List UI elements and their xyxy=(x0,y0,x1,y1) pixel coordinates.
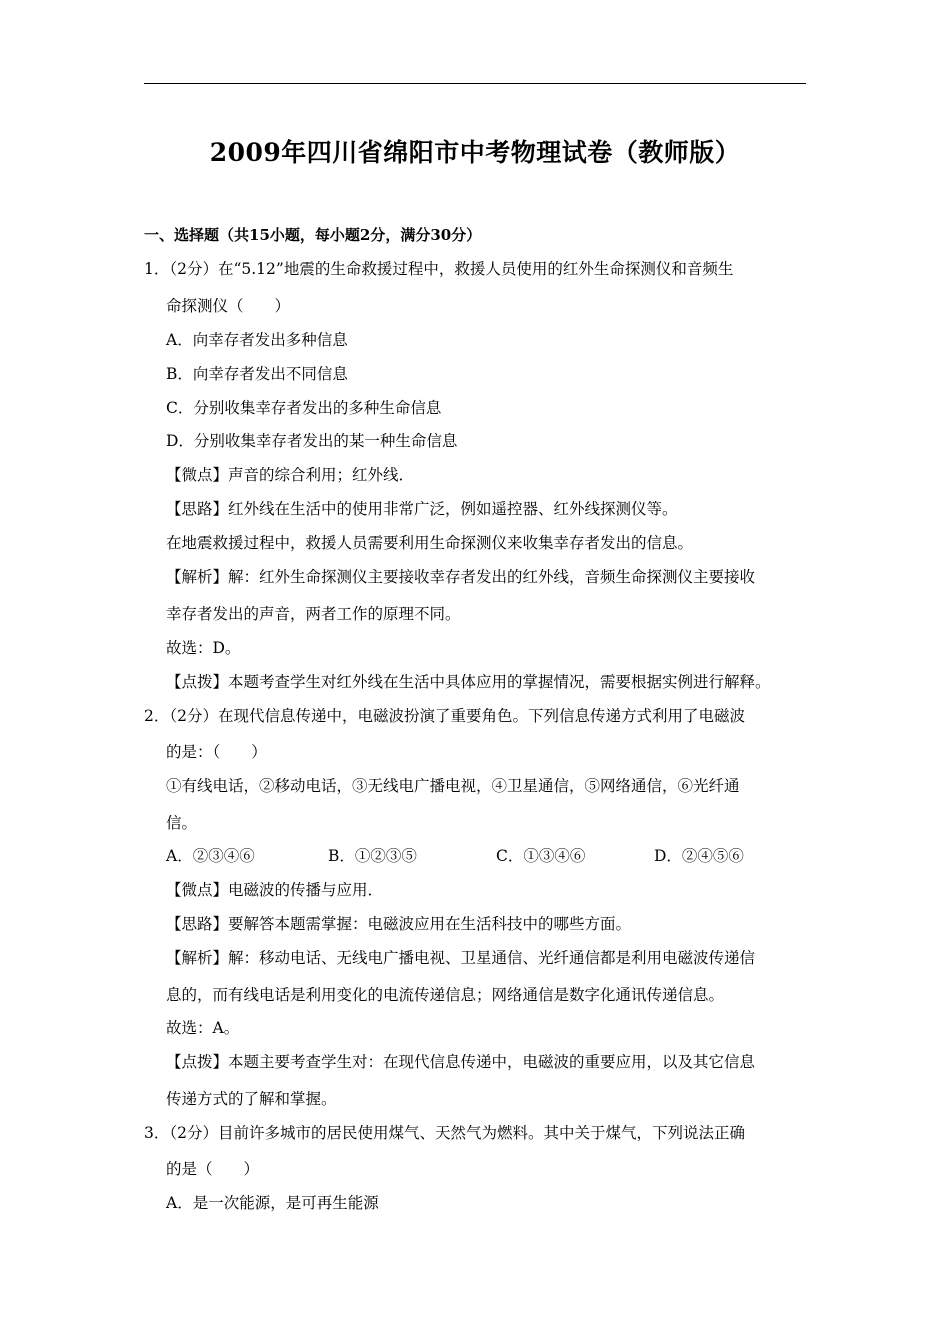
question-1-silu: 【思路】红外线在生活中的使用非常广泛，例如遥控器、红外线探测仪等。 xyxy=(166,500,678,518)
question-3-option-a: A．是一次能源，是可再生能源 xyxy=(166,1194,379,1212)
question-2-options xyxy=(166,846,806,866)
question-2-jiexi: 【解析】解：移动电话、无线电广播电视、卫星通信、光纤通信都是利用电磁波传递信 xyxy=(166,949,756,967)
question-3-stem-cont: 的是（ ） xyxy=(166,1160,260,1178)
question-1-jiexi: 【解析】解：红外生命探测仪主要接收幸存者发出的红外线，音频生命探测仪主要接收 xyxy=(166,568,756,586)
question-2-option-c: C．①③④⑥ xyxy=(496,847,586,865)
question-2-list-cont: 信。 xyxy=(166,814,198,832)
question-2-list: ①有线电话，②移动电话，③无线电广播电视，④卫星通信，⑤网络通信，⑥光纤通 xyxy=(166,777,740,795)
question-2-option-d: D．②④⑤⑥ xyxy=(654,847,744,865)
question-2-stem: 2．（2分）在现代信息传递中，电磁波扮演了重要角色。下列信息传递方式利用了电磁波 xyxy=(144,707,745,725)
question-1-stem-cont: 命探测仪（ ） xyxy=(166,297,291,315)
header-rule xyxy=(144,83,806,84)
page-title: 2009年四川省绵阳市中考物理试卷（教师版） xyxy=(209,138,741,167)
question-2-weidian: 【微点】电磁波的传播与应用． xyxy=(166,881,384,899)
question-1-dianbo: 【点拨】本题考查学生对红外线在生活中具体应用的掌握情况，需要根据实例进行解释。 xyxy=(166,673,771,691)
question-2-dianbo-cont: 传递方式的了解和掌握。 xyxy=(166,1090,337,1108)
question-2-stem-cont: 的是：（ ） xyxy=(166,743,267,761)
question-1-silu-cont: 在地震救援过程中，救援人员需要利用生命探测仪来收集幸存者发出的信息。 xyxy=(166,534,694,552)
section-heading: 一、选择题（共15小题，每小题2分，满分30分） xyxy=(144,226,482,244)
question-2-dianbo: 【点拨】本题主要考查学生对：在现代信息传递中，电磁波的重要应用，以及其它信息 xyxy=(166,1053,756,1071)
question-3-stem: 3．（2分）目前许多城市的居民使用煤气、天然气为燃料。其中关于煤气，下列说法正确 xyxy=(144,1124,745,1142)
question-2-silu: 【思路】要解答本题需掌握：电磁波应用在生活科技中的哪些方面。 xyxy=(166,915,632,933)
question-2-option-b: B．①②③⑤ xyxy=(328,847,417,865)
question-1-weidian: 【微点】声音的综合利用；红外线． xyxy=(166,466,415,484)
question-1-jiexi-cont: 幸存者发出的声音，两者工作的原理不同。 xyxy=(166,605,461,623)
question-2-answer: 故选：A。 xyxy=(166,1019,240,1037)
question-1-stem: 1．（2分）在“5.12”地震的生命救援过程中，救援人员使用的红外生命探测仪和音频生 xyxy=(144,260,734,278)
question-1-option-b: B．向幸存者发出不同信息 xyxy=(166,365,348,383)
question-1-option-a: A．向幸存者发出多种信息 xyxy=(166,331,348,349)
question-1-option-c: C．分别收集幸存者发出的多种生命信息 xyxy=(166,399,442,417)
question-1-answer: 故选：D。 xyxy=(166,639,241,657)
question-1-option-d: D．分别收集幸存者发出的某一种生命信息 xyxy=(166,432,458,450)
question-2-option-a: A．②③④⑥ xyxy=(166,847,255,865)
question-2-jiexi-cont: 息的，而有线电话是利用变化的电流传递信息；网络通信是数字化通讯传递信息。 xyxy=(166,986,725,1004)
